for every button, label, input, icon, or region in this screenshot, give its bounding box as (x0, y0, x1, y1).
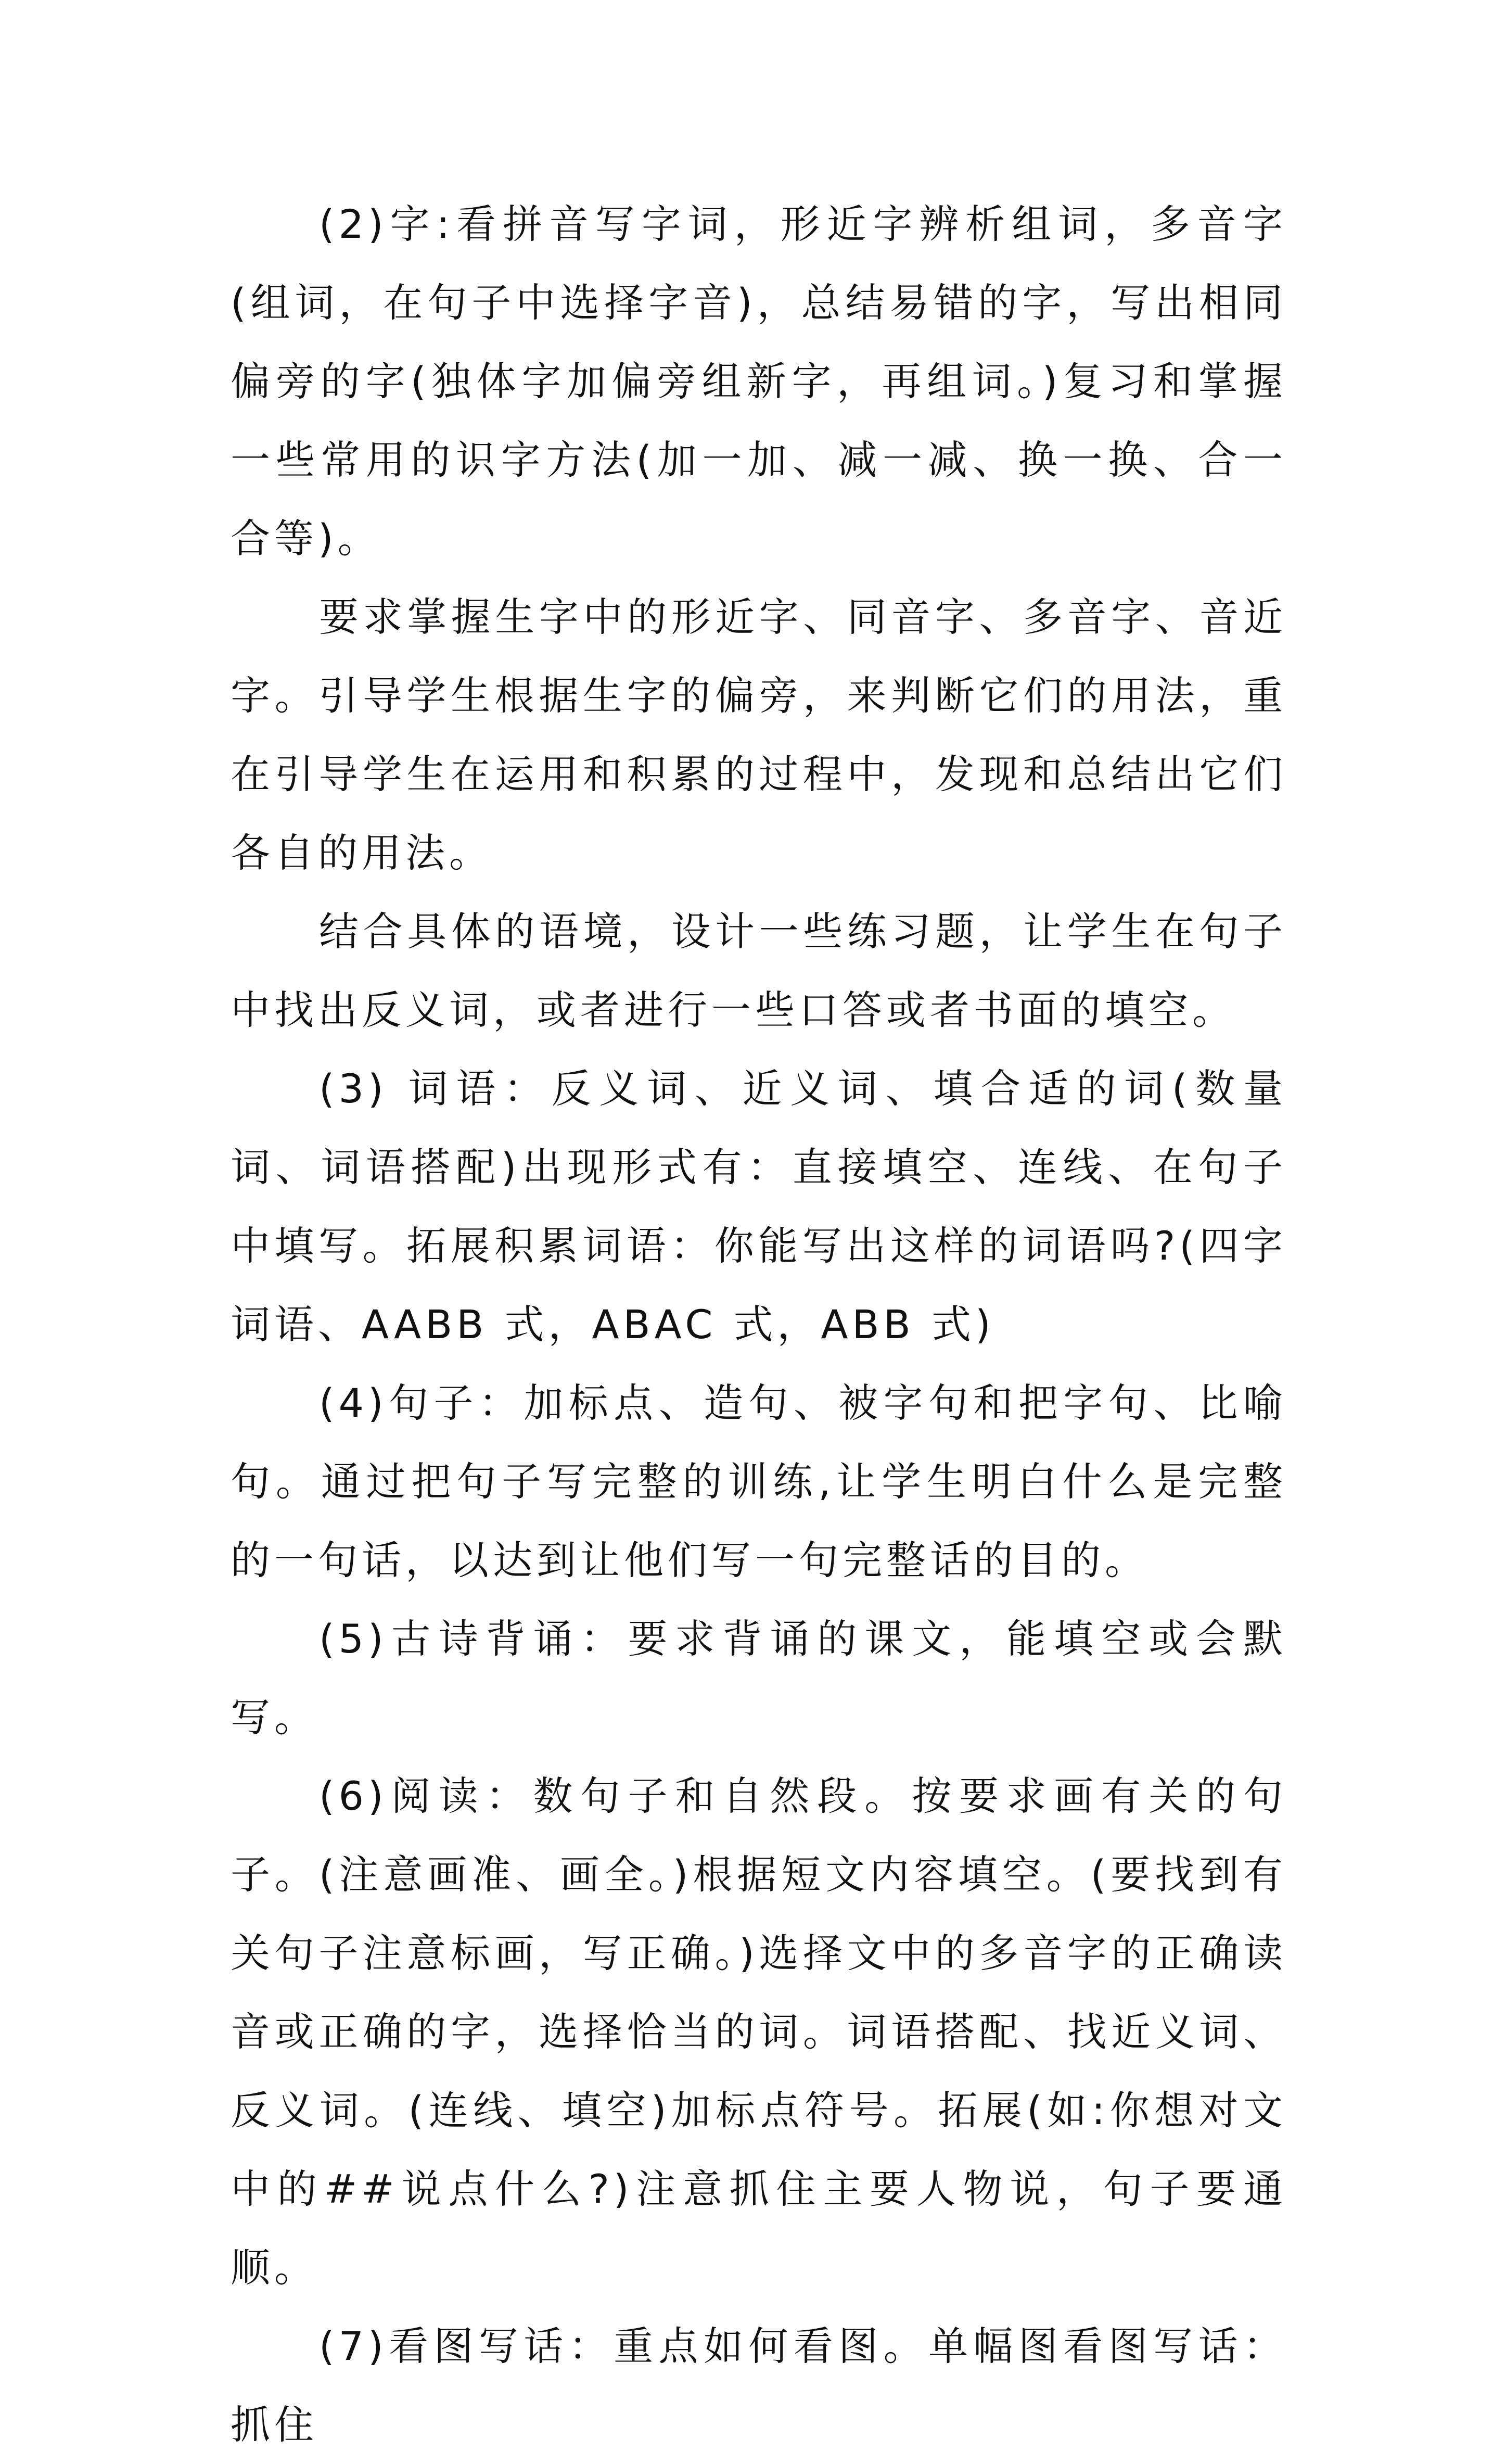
paragraph-similar-characters: 要求掌握生字中的形近字、同音字、多音字、音近字。引导学生根据生字的偏旁，来判断它们的用法，重在引导学生在运用和积累的过程中，发现和总结出它们各自的用法。 (231, 594, 1287, 876)
paragraph-vocabulary: (3) 词语：反义词、近义词、填合适的词(数量词、词语搭配)出现形式有：直接填空、连线、在句子中填写。拓展积累词语：你能写出这样的词语吗?(四字词语、AABB 式，ABAC 式，ABB 式) (231, 1065, 1287, 1348)
paragraph-reading: (6)阅读：数句子和自然段。按要求画有关的句子。(注意画准、画全。)根据短文内容填空。(要找到有关句子注意标画，写正确。)选择文中的多音字的正确读音或正确的字，选择恰当的词。词语搭配、找近义词、反义词。(连线、填空)加标点符号。拓展(如:你想对文中的##说点什么?)注意抓住主要人物说，句子要通顺。 (231, 1773, 1287, 2291)
paragraph-ancient-poems: (5)古诗背诵：要求背诵的课文，能填空或会默写。 (231, 1616, 1287, 1741)
paragraph-sentences: (4)句子：加标点、造句、被字句和把字句、比喻句。通过把句子写完整的训练,让学生明白什么是完整的一句话，以达到让他们写一句完整话的目的。 (231, 1380, 1287, 1583)
paragraph-characters: (2)字:看拼音写字词，形近字辨析组词，多音字(组词，在句子中选择字音)，总结易错的字，写出相同偏旁的字(独体字加偏旁组新字，再组词。)复习和掌握一些常用的识字方法(加一加、减一减、换一换、合一合等)。 (231, 201, 1287, 562)
document-page (231, 185, 1287, 2464)
paragraph-picture-writing: (7)看图写话：重点如何看图。单幅图看图写话：抓住 (231, 2323, 1287, 2448)
paragraph-antonym-exercises: 结合具体的语境，设计一些练习题，让学生在句子中找出反义词，或者进行一些口答或者书面的填空。 (231, 908, 1287, 1033)
